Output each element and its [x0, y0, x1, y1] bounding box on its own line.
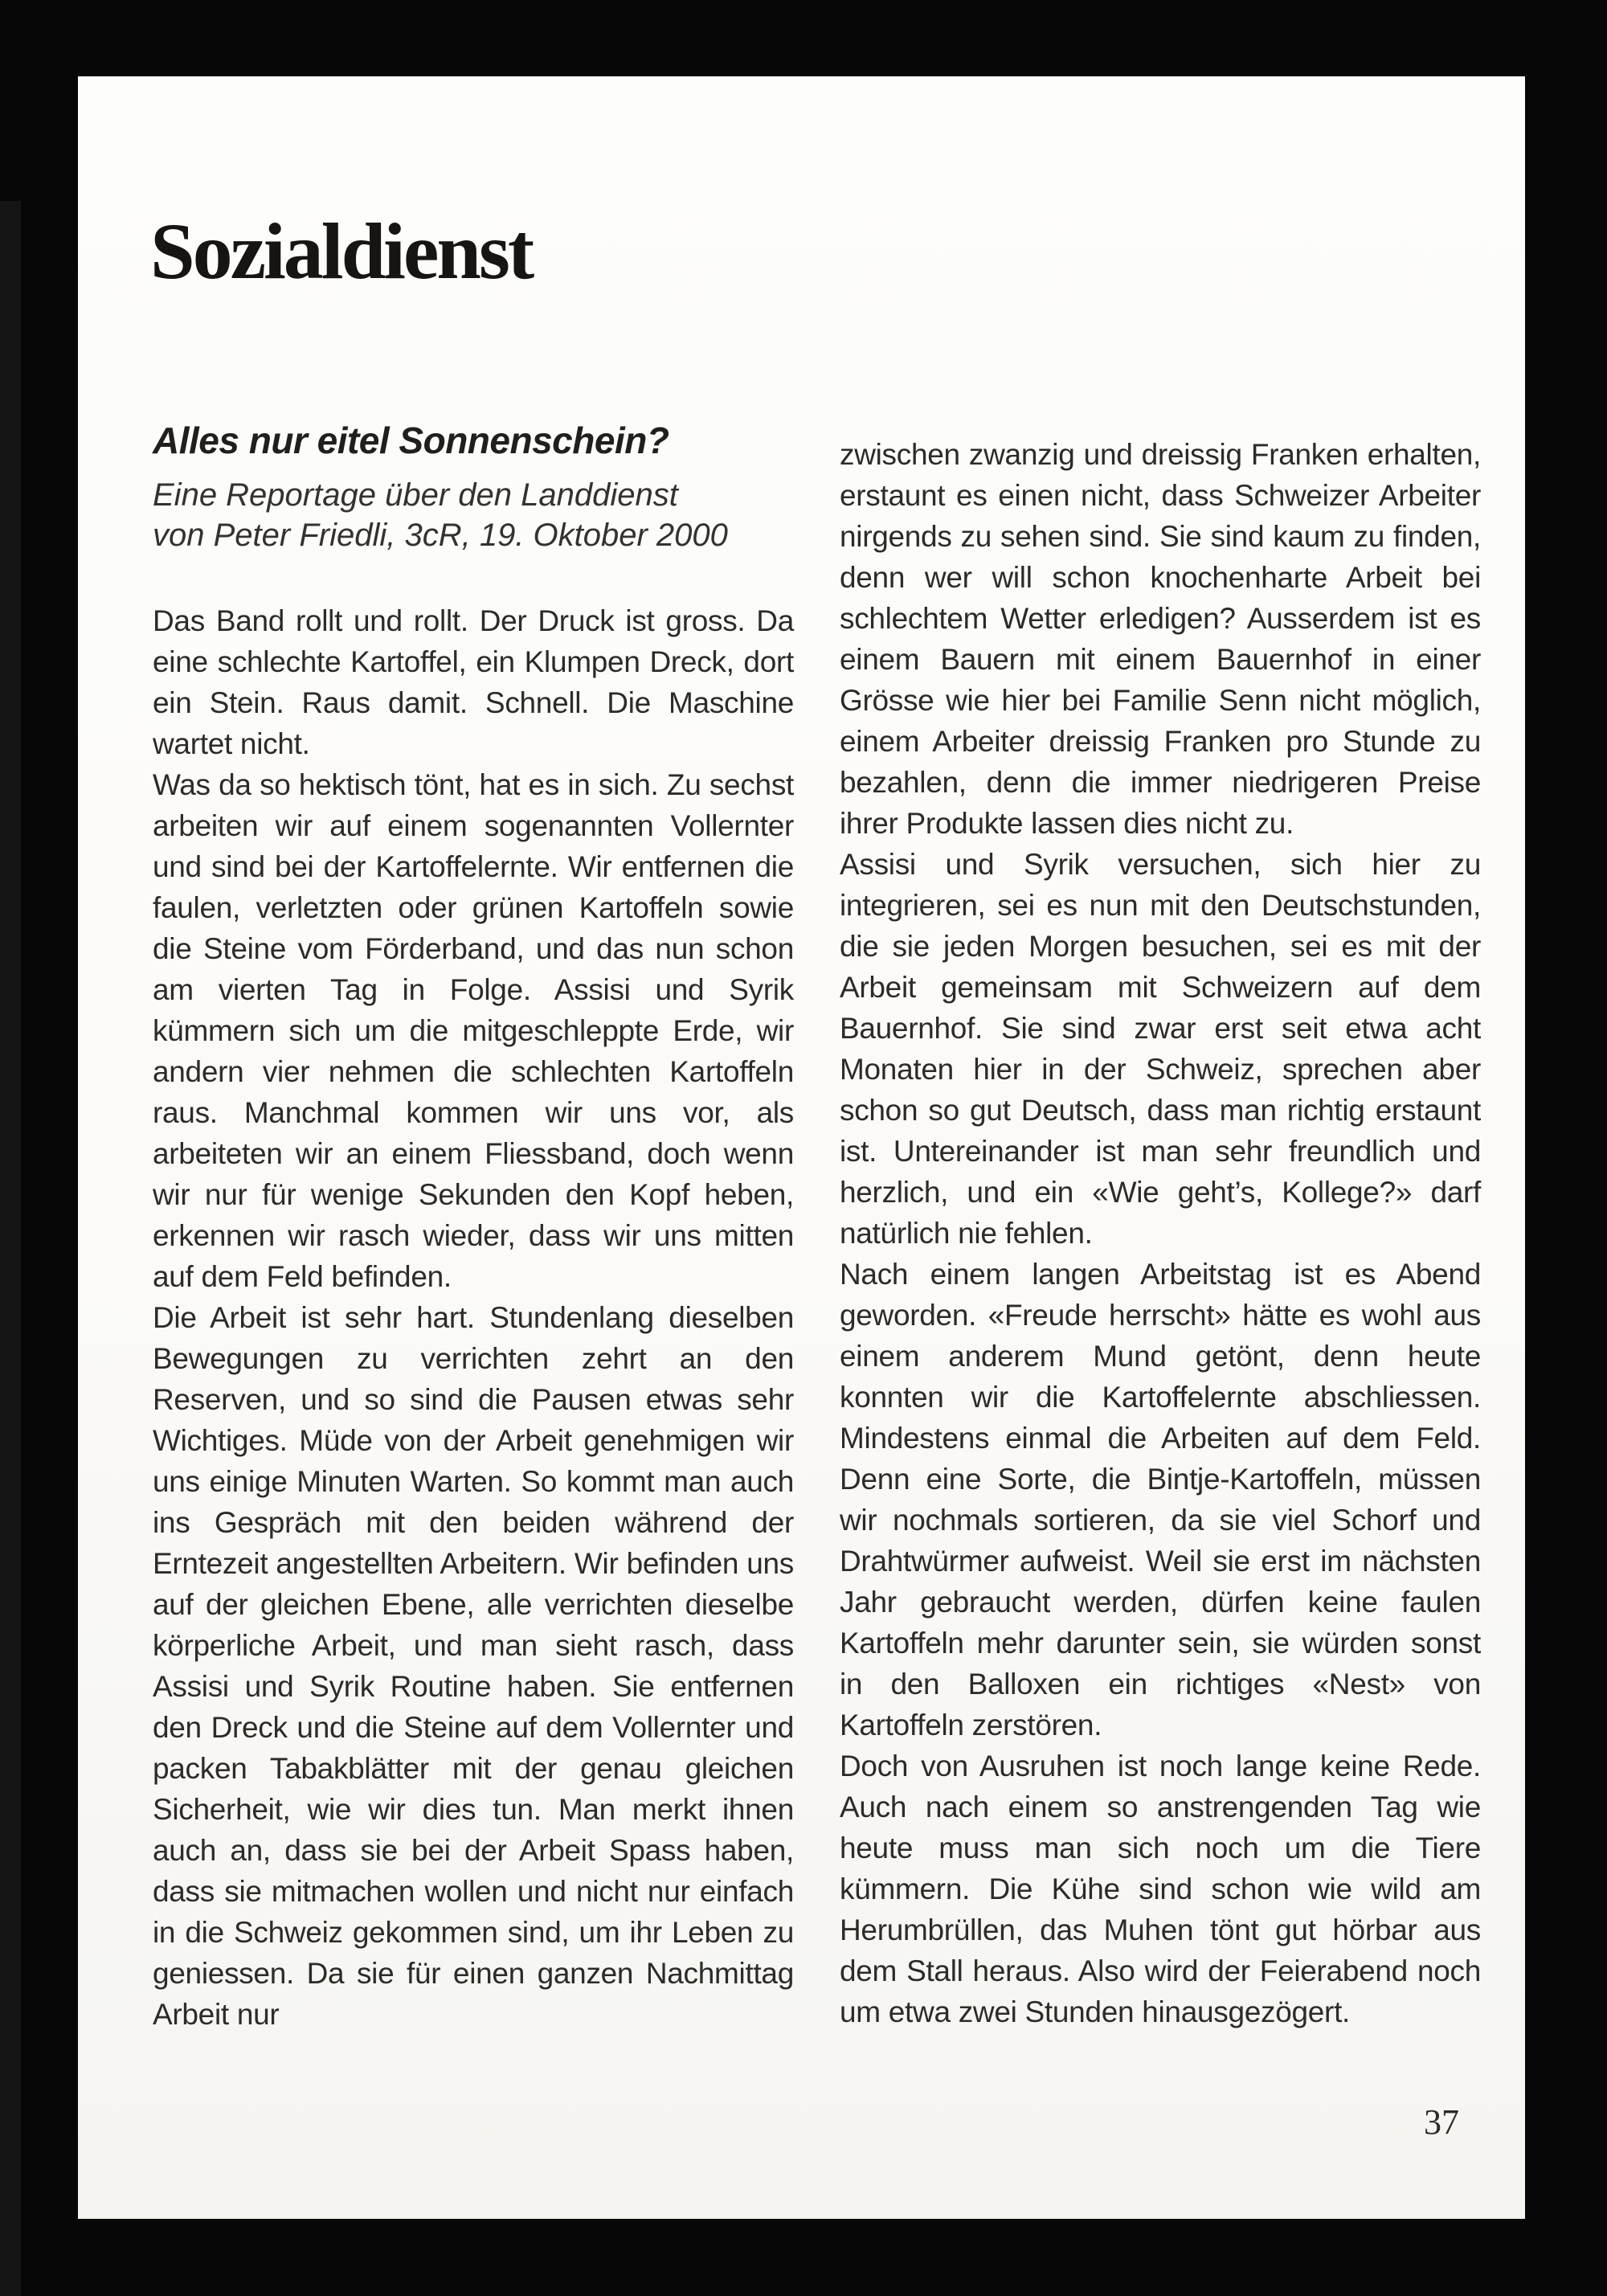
body-paragraph: Das Band rollt und rollt. Der Druck ist gross. Da eine schlechte Kartoffel, ein Klumpen Dreck, dort ein Stein. Raus damit. Schnell. Die Maschine wartet nicht.: [153, 604, 794, 760]
body-paragraph: Was da so hektisch tönt, hat es in sich. Zu sechst arbeiten wir auf einem sogenannten Vollernter und sind bei der Kartoffelernte. Wir entfernen die faulen, verletzten oder grünen Kartoffeln sowie die Steine vom Förderband, und das nun schon am vierten Tag in Folge. Assisi und Syrik kümmern sich um die mitgeschleppte Erde, wir andern vier nehmen die schlechten Kartoffeln raus. Manchmal kommen wir uns vor, als arbeiteten wir an einem Fliessband, doch wenn wir nur für wenige Sekunden den Kopf heben, erkennen wir rasch wieder, dass wir uns mitten auf dem Feld befinden.: [153, 768, 794, 1293]
body-paragraph: Nach einem langen Arbeitstag ist es Abend geworden. «Freude herrscht» hätte es wohl aus einem anderem Mund getönt, denn heute konnten wir die Kartoffelernte abschliessen. Mindestens einmal die Arbeiten auf dem Feld. Denn eine Sorte, die Bintje-Kartoffeln, müssen wir nochmals sortieren, da sie viel Schorf und Drahtwürmer aufweist. Weil sie erst im nächsten Jahr gebraucht werden, dürfen keine faulen Kartoffeln mehr darunter sein, sie würden sonst in den Balloxen ein richtiges «Nest» von Kartoffeln zerstören.: [840, 1258, 1481, 1741]
text-column-left: [153, 600, 794, 2035]
byline-line-2: von Peter Friedli, 3cR, 19. Oktober 2000: [153, 518, 728, 553]
body-paragraph: zwischen zwanzig und dreissig Franken erhalten, erstaunt es einen nicht, dass Schweizer Arbeiter nirgends zu sehen sind. Sie sind kaum zu finden, denn wer will schon knochenharte Arbeit bei schlechtem Wetter erledigen? Ausserdem ist es einem Bauern mit einem Bauernhof in einer Grösse wie hier bei Familie Senn nicht möglich, einem Arbeiter dreissig Franken pro Stunde zu bezahlen, denn die immer niedrigeren Preise ihrer Produkte lassen dies nicht zu.: [840, 438, 1481, 840]
byline-line-1: Eine Reportage über den Landdienst: [153, 477, 678, 513]
text-column-right: [840, 434, 1481, 2032]
body-paragraph: Die Arbeit ist sehr hart. Stundenlang dieselben Bewegungen zu verrichten zehrt an den Reserven, und so sind die Pausen etwas sehr Wichtiges. Müde von der Arbeit genehmigen wir uns einige Minuten Warten. So kommt man auch ins Gespräch mit den beiden während der Erntezeit angestellten Arbeitern. Wir befinden uns auf der gleichen Ebene, alle verrichten dieselbe körperliche Arbeit, und man sieht rasch, dass Assisi und Syrik Routine haben. Sie entfernen den Dreck und die Steine auf dem Vollernter und packen Tabakblätter mit der genau gleichen Sicherheit, wie wir dies tun. Man merkt ihnen auch an, dass sie bei der Arbeit Spass haben, dass sie mitmachen wollen und nicht nur einfach in die Schweiz gekommen sind, um ihr Leben zu geniessen. Da sie für einen ganzen Nachmittag Arbeit nur: [153, 1301, 794, 2031]
body-paragraph: Assisi und Syrik versuchen, sich hier zu integrieren, sei es nun mit den Deutschstunden, die sie jeden Morgen besuchen, sei es mit der Arbeit gemeinsam mit Schweizern auf dem Bauernhof. Sie sind zwar erst seit etwa acht Monaten hier in der Schweiz, sprechen aber schon so gut Deutsch, dass man richtig erstaunt ist. Untereinander ist man sehr freundlich und herzlich, und ein «Wie geht’s, Kollege?» darf natürlich nie fehlen.: [840, 848, 1481, 1250]
page-number: 37: [1424, 2102, 1459, 2142]
document-page: [78, 76, 1525, 2219]
section-title: Sozialdienst: [150, 207, 533, 296]
body-paragraph: Doch von Ausruhen ist noch lange keine Rede. Auch nach einem so anstrengenden Tag wie heute muss man sich noch um die Tiere kümmern. Die Kühe sind schon wie wild am Herumbrüllen, das Muhen tönt gut hörbar aus dem Stall heraus. Also wird der Feierabend noch um etwa zwei Stunden hinausgezögert.: [840, 1750, 1481, 2028]
scanner-edge-strip: [0, 201, 21, 2296]
article-byline: [153, 475, 728, 555]
article-headline: Alles nur eitel Sonnenschein?: [153, 420, 669, 461]
